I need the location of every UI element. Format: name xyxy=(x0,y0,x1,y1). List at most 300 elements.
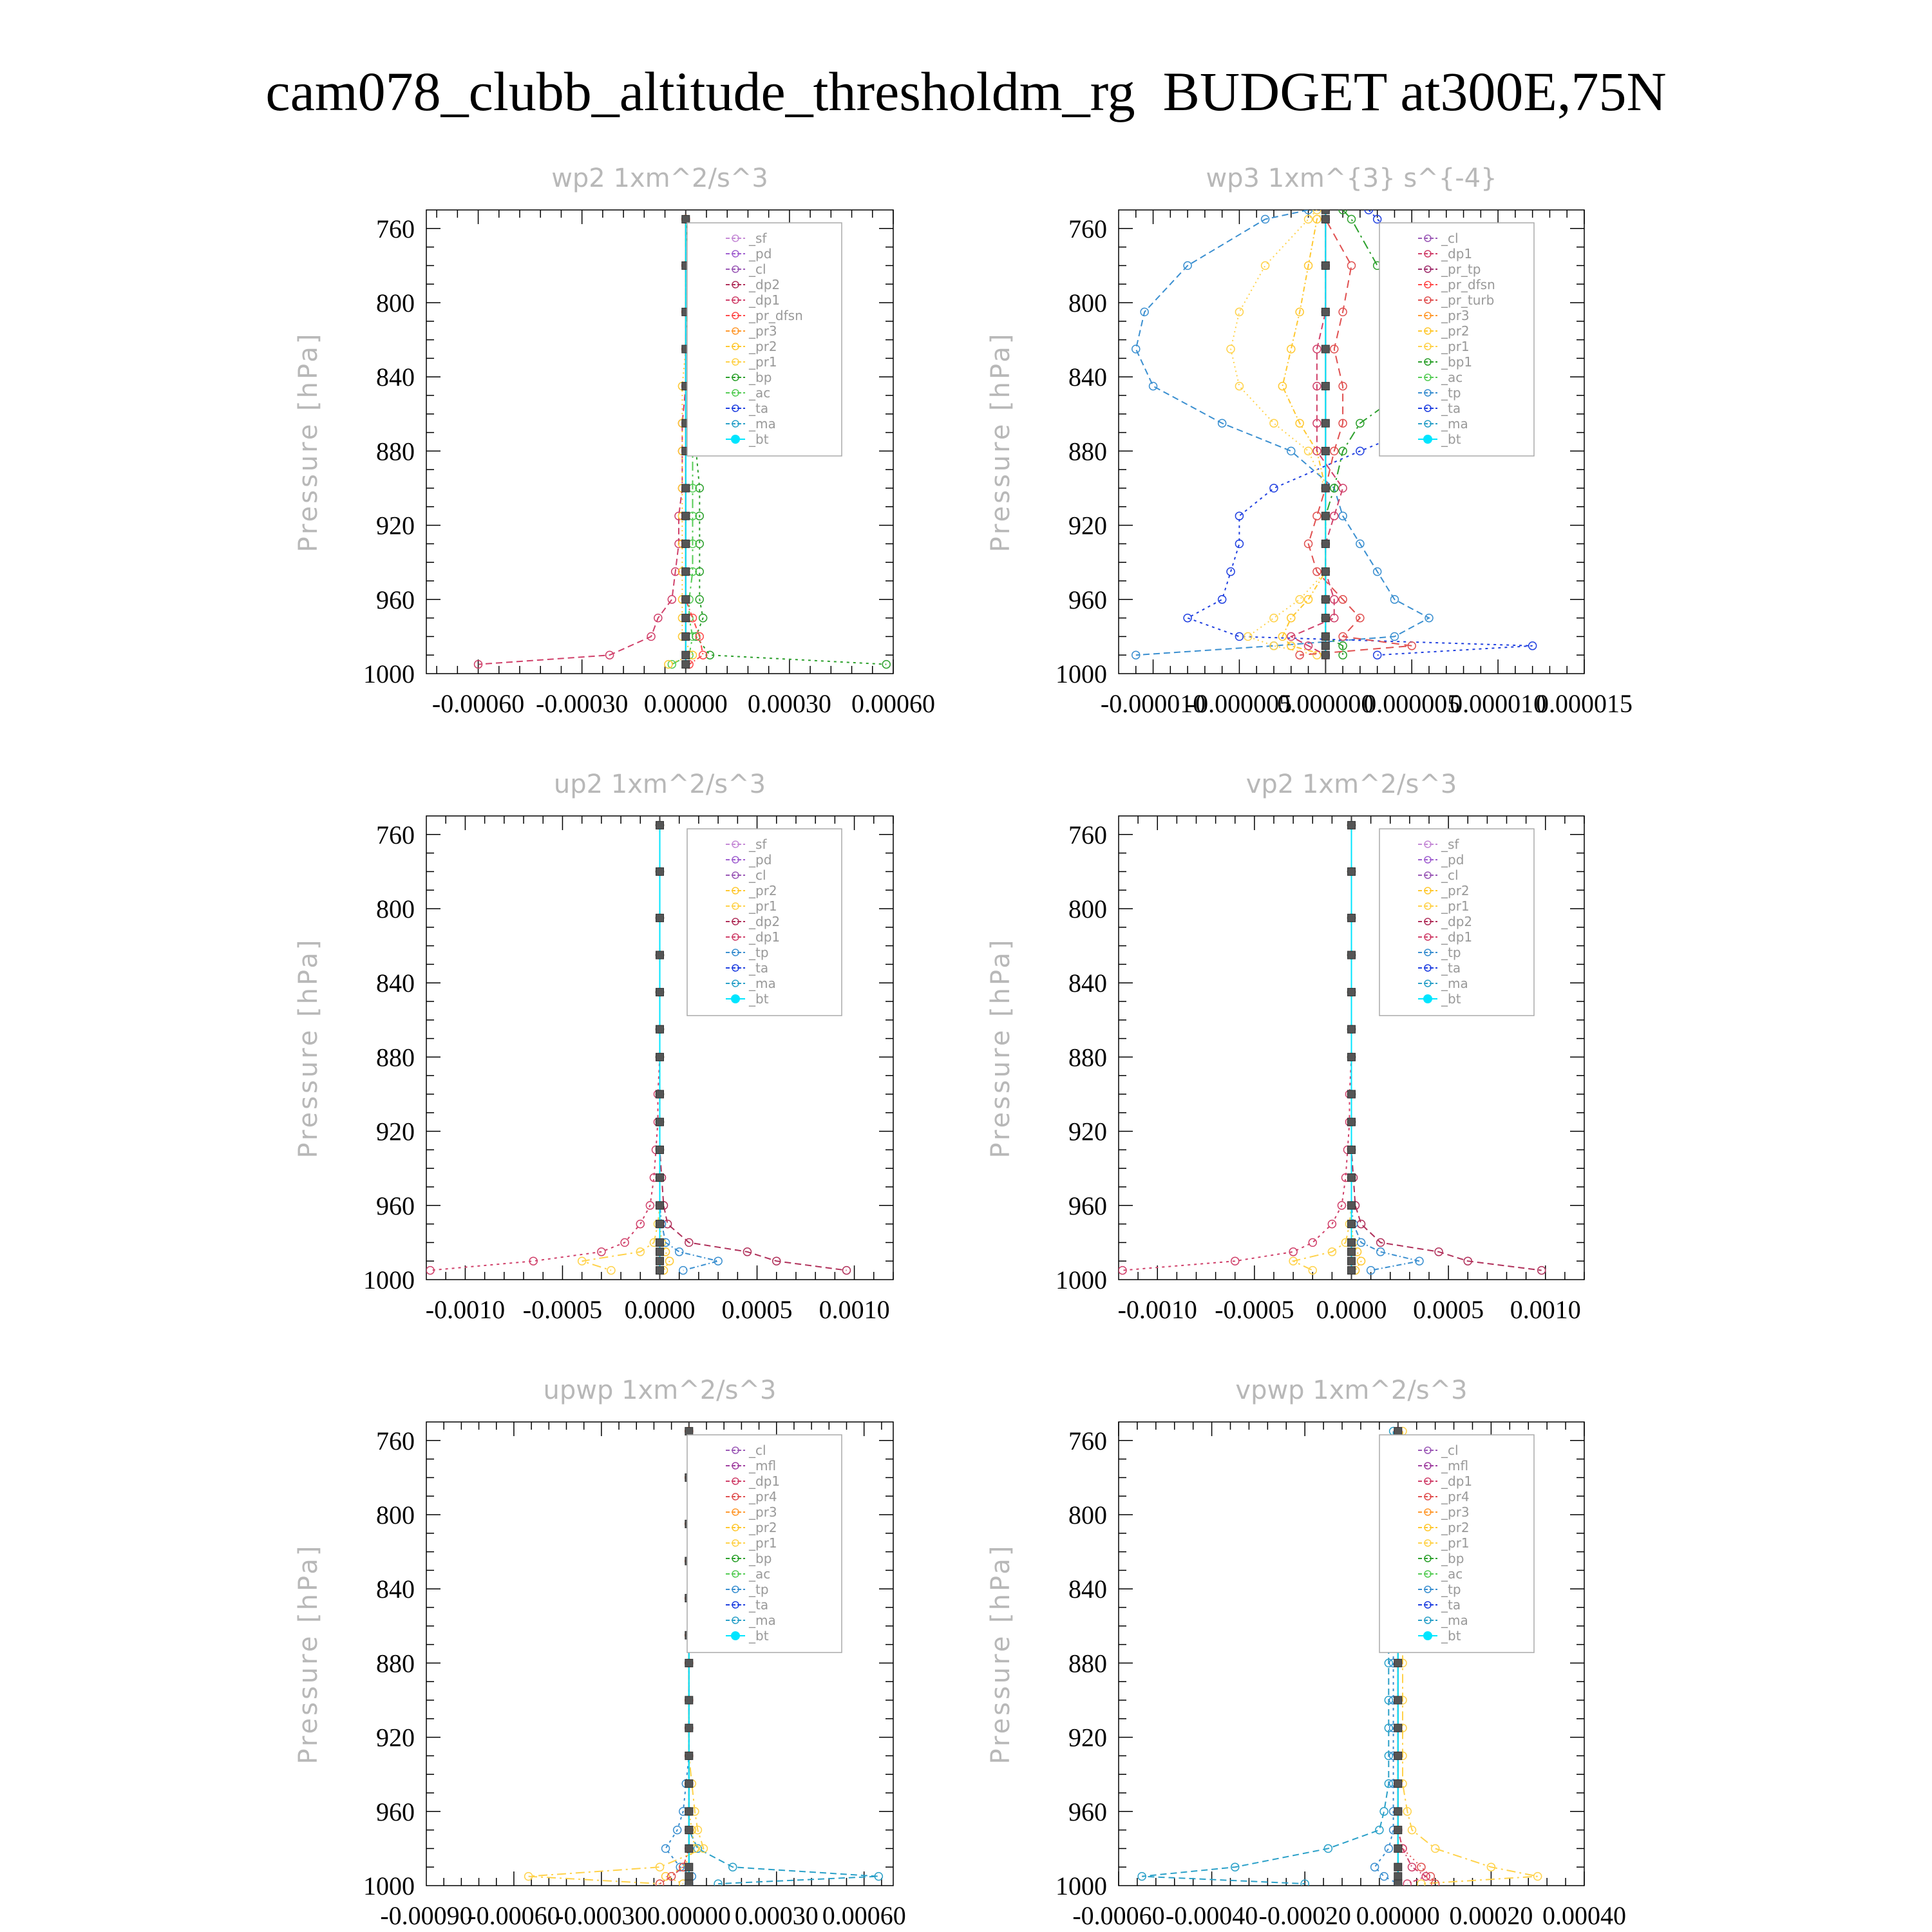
data-point xyxy=(1376,1826,1383,1834)
y-tick-label: 920 xyxy=(1068,1723,1107,1752)
y-tick-label: 960 xyxy=(376,1191,415,1220)
data-point xyxy=(1426,1873,1434,1880)
x-tick-label: -0.00040 xyxy=(1165,1901,1258,1930)
y-tick-label: 800 xyxy=(376,289,415,317)
data-point xyxy=(1394,1880,1402,1888)
legend-label: _cl xyxy=(1441,231,1459,246)
x-tick-label: 0.00020 xyxy=(1449,1901,1533,1930)
y-tick-label: 800 xyxy=(376,895,415,923)
data-point xyxy=(656,1220,664,1228)
data-point xyxy=(685,1659,693,1667)
y-axis-label: Pressure [hPa] xyxy=(294,1543,323,1765)
data-point xyxy=(1150,383,1157,390)
data-point xyxy=(1380,1808,1388,1815)
data-point xyxy=(1278,383,1286,390)
x-tick-label: -0.00060 xyxy=(1072,1901,1165,1930)
legend-label: _cl xyxy=(1441,1443,1459,1458)
data-point xyxy=(1348,1248,1356,1256)
data-point xyxy=(1313,512,1321,520)
series-line-ma xyxy=(1142,1431,1394,1884)
legend-label: _pr_turb xyxy=(1441,292,1495,308)
data-point xyxy=(682,614,690,622)
y-tick-label: 840 xyxy=(376,1575,415,1604)
data-point xyxy=(656,1025,664,1033)
legend-label: _bt xyxy=(1441,1628,1461,1643)
data-point xyxy=(1394,1780,1402,1788)
data-point xyxy=(1348,1267,1356,1274)
legend-label: _pr2 xyxy=(749,339,777,354)
legend-label: _pr3 xyxy=(749,323,777,339)
legend-label: _ac xyxy=(1441,370,1463,385)
data-point xyxy=(685,1780,693,1788)
legend-label: _ac xyxy=(749,1566,771,1582)
data-point xyxy=(1408,1863,1416,1871)
data-point xyxy=(662,1844,670,1852)
legend-label: _cl xyxy=(749,867,766,883)
data-point xyxy=(1394,1873,1402,1880)
legend-label: _bp xyxy=(1441,1551,1464,1566)
legend-label: _sf xyxy=(749,231,767,246)
x-tick-label: -0.00020 xyxy=(1258,1901,1351,1930)
legend-label: _pr_dfsn xyxy=(749,308,803,323)
legend-label: _pd xyxy=(749,852,772,867)
y-tick-label: 920 xyxy=(376,1723,415,1752)
x-tick-label: -0.000005 xyxy=(1186,689,1293,718)
legend-marker xyxy=(1423,435,1432,444)
y-tick-label: 880 xyxy=(376,1043,415,1072)
y-axis-label: Pressure [hPa] xyxy=(294,331,323,553)
y-tick-label: 760 xyxy=(376,820,415,849)
data-point xyxy=(1374,651,1381,659)
legend-label: _ac xyxy=(1441,1566,1463,1582)
y-tick-label: 800 xyxy=(1068,895,1107,923)
chart-panel-6 xyxy=(986,1376,1626,1930)
y-tick-label: 760 xyxy=(1068,214,1107,243)
legend-marker xyxy=(1423,1631,1432,1640)
panel-title: wp2 1xm^2/s^3 xyxy=(551,164,768,193)
data-point xyxy=(1321,206,1329,214)
y-tick-label: 960 xyxy=(376,1797,415,1826)
y-tick-label: 1000 xyxy=(1056,1265,1107,1294)
y-tick-label: 840 xyxy=(376,969,415,998)
data-point xyxy=(1348,1174,1356,1182)
y-tick-label: 1000 xyxy=(1056,1871,1107,1900)
data-point xyxy=(685,1427,693,1435)
data-point xyxy=(656,951,664,959)
y-tick-label: 920 xyxy=(376,511,415,540)
data-point xyxy=(682,484,690,492)
data-point xyxy=(656,1090,664,1098)
legend-label: _mfl xyxy=(749,1458,777,1473)
data-point xyxy=(1270,484,1278,492)
x-tick-label: 0.0010 xyxy=(1510,1295,1581,1324)
data-point xyxy=(656,867,664,875)
series-line-pr1 xyxy=(529,1431,704,1884)
figure-title: cam078_clubb_altitude_thresholdm_rg BUDGET at300E,75N xyxy=(265,61,1667,122)
data-point xyxy=(656,1257,664,1265)
data-point xyxy=(1394,1863,1402,1871)
x-tick-label: -0.00030 xyxy=(555,1901,648,1930)
y-tick-label: 760 xyxy=(376,1426,415,1455)
series-line-dp1 xyxy=(478,219,686,664)
y-tick-label: 800 xyxy=(1068,289,1107,317)
y-tick-label: 800 xyxy=(376,1501,415,1530)
legend-label: _pr1 xyxy=(1441,898,1470,914)
data-point xyxy=(682,596,690,603)
legend-label: _ac xyxy=(749,385,771,401)
data-point xyxy=(685,1696,693,1704)
legend-label: _ta xyxy=(749,960,769,976)
legend-label: _pd xyxy=(749,246,772,261)
legend-label: _sf xyxy=(1441,837,1459,852)
chart-panel-2 xyxy=(986,164,1633,718)
legend-label: _cl xyxy=(749,261,766,277)
series-line-pr2 xyxy=(1282,210,1325,655)
legend-label: _cl xyxy=(1441,867,1459,883)
data-point xyxy=(1348,1090,1356,1098)
data-point xyxy=(682,661,690,668)
x-tick-label: -0.0005 xyxy=(1215,1295,1294,1324)
data-point xyxy=(656,1248,664,1256)
data-point xyxy=(1184,614,1191,622)
data-point xyxy=(1331,512,1338,520)
data-point xyxy=(1321,632,1329,640)
y-tick-label: 880 xyxy=(1068,1649,1107,1678)
y-tick-label: 760 xyxy=(376,214,415,243)
legend-label: _bt xyxy=(749,991,769,1007)
x-tick-label: 0.000000 xyxy=(1277,689,1374,718)
legend-label: _ma xyxy=(1441,976,1468,991)
legend-label: _ma xyxy=(749,1613,776,1628)
legend-label: _pr3 xyxy=(1441,308,1470,323)
data-point xyxy=(1235,383,1243,390)
legend-label: _dp1 xyxy=(1441,929,1473,945)
legend-label: _pr1 xyxy=(749,1535,777,1551)
data-point xyxy=(1305,447,1312,455)
data-point xyxy=(1403,1880,1411,1888)
legend-label: _dp2 xyxy=(749,277,781,292)
data-point xyxy=(1321,484,1329,492)
series-line-dp1 xyxy=(1291,210,1343,655)
data-point xyxy=(656,1880,664,1888)
data-point xyxy=(1270,614,1278,622)
legend-label: _tp xyxy=(749,1582,769,1597)
legend-label: _ma xyxy=(749,416,776,431)
x-tick-label: 0.00040 xyxy=(1542,1901,1626,1930)
data-point xyxy=(1321,642,1329,650)
data-point xyxy=(685,1863,693,1871)
x-tick-label: -0.0005 xyxy=(522,1295,603,1324)
data-point xyxy=(1321,447,1329,455)
panel-title: wp3 1xm^{3} s^{-4} xyxy=(1206,164,1497,193)
data-point xyxy=(1321,512,1329,520)
data-point xyxy=(656,914,664,922)
data-point xyxy=(1385,1844,1392,1852)
y-tick-label: 880 xyxy=(376,1649,415,1678)
legend-label: _ta xyxy=(1441,1597,1461,1613)
data-point xyxy=(682,632,690,640)
legend-label: _dp1 xyxy=(1441,1473,1473,1489)
data-point xyxy=(1321,383,1329,390)
data-point xyxy=(682,512,690,520)
data-point xyxy=(656,989,664,996)
data-point xyxy=(1348,1053,1356,1061)
legend-label: _pr1 xyxy=(749,898,777,914)
data-point xyxy=(656,1267,664,1274)
series-line-pr1 xyxy=(582,825,660,1270)
legend-label: _pr2 xyxy=(749,1520,777,1535)
y-tick-label: 920 xyxy=(1068,511,1107,540)
x-tick-label: 0.000005 xyxy=(1363,689,1461,718)
y-tick-label: 1000 xyxy=(363,1265,415,1294)
x-tick-label: 0.00030 xyxy=(734,1901,819,1930)
data-point xyxy=(685,1724,693,1732)
y-tick-label: 920 xyxy=(1068,1117,1107,1146)
legend-label: _pr2 xyxy=(749,883,777,898)
legend-label: _ma xyxy=(1441,1613,1468,1628)
legend-label: _pr3 xyxy=(749,1504,777,1520)
data-point xyxy=(1394,1844,1402,1852)
legend-label: _dp1 xyxy=(1441,246,1473,261)
legend-label: _ta xyxy=(1441,401,1461,416)
legend-label: _tp xyxy=(1441,385,1461,401)
legend-label: _bt xyxy=(1441,431,1461,447)
data-point xyxy=(1394,1427,1402,1435)
legend-label: _pr2 xyxy=(1441,1520,1470,1535)
x-tick-label: 0.0000 xyxy=(624,1295,696,1324)
legend-label: _bt xyxy=(1441,991,1461,1007)
y-tick-label: 880 xyxy=(1068,437,1107,466)
data-point xyxy=(685,1880,693,1888)
legend-label: _tp xyxy=(1441,945,1461,960)
x-tick-label: -0.0010 xyxy=(1117,1295,1197,1324)
data-point xyxy=(1321,419,1329,427)
legend-label: _ta xyxy=(749,1597,769,1613)
data-point xyxy=(656,1053,664,1061)
panel-title: vpwp 1xm^2/s^3 xyxy=(1235,1376,1468,1405)
x-tick-label: 0.000010 xyxy=(1450,689,1547,718)
x-tick-label: -0.00060 xyxy=(431,689,525,718)
y-tick-label: 760 xyxy=(1068,820,1107,849)
legend-label: _dp1 xyxy=(749,1473,781,1489)
legend-label: _cl xyxy=(749,1443,766,1458)
data-point xyxy=(1394,1659,1402,1667)
legend-label: _ta xyxy=(1441,960,1461,976)
y-tick-label: 960 xyxy=(1068,1797,1107,1826)
data-point xyxy=(1380,1873,1388,1880)
data-point xyxy=(685,1844,693,1852)
chart-panel-1 xyxy=(294,164,935,718)
data-point xyxy=(656,1174,664,1182)
y-tick-label: 1000 xyxy=(1056,659,1107,688)
data-point xyxy=(656,1202,664,1209)
data-point xyxy=(682,651,690,659)
data-point xyxy=(1339,484,1347,492)
data-point xyxy=(685,1752,693,1759)
data-point xyxy=(1235,540,1243,547)
y-axis-label: Pressure [hPa] xyxy=(986,331,1016,553)
data-point xyxy=(1394,1724,1402,1732)
data-point xyxy=(1321,308,1329,316)
data-point xyxy=(1348,1238,1356,1246)
legend-label: _mfl xyxy=(1441,1458,1469,1473)
legend-marker xyxy=(1423,994,1432,1003)
legend-label: _pr4 xyxy=(749,1489,777,1504)
x-tick-label: -0.00090 xyxy=(380,1901,473,1930)
data-point xyxy=(1321,345,1329,353)
data-point xyxy=(1348,914,1356,922)
data-point xyxy=(1348,821,1356,829)
data-point xyxy=(1235,632,1243,640)
data-point xyxy=(682,568,690,576)
chart-panel-4 xyxy=(986,770,1584,1324)
legend-label: _ta xyxy=(749,401,769,416)
x-tick-label: 0.00000 xyxy=(643,689,728,718)
data-point xyxy=(682,540,690,547)
x-tick-label: 0.0005 xyxy=(1413,1295,1484,1324)
data-point xyxy=(1270,419,1278,427)
data-point xyxy=(685,1826,693,1834)
x-tick-label: -0.00060 xyxy=(468,1901,560,1930)
data-point xyxy=(1394,1752,1402,1759)
x-tick-label: -0.00030 xyxy=(536,689,629,718)
legend-label: _pr_tp xyxy=(1441,261,1481,277)
data-point xyxy=(1371,1863,1379,1871)
y-axis-label: Pressure [hPa] xyxy=(986,937,1016,1159)
legend-label: _ma xyxy=(1441,416,1468,431)
y-axis-label: Pressure [hPa] xyxy=(294,937,323,1159)
data-point xyxy=(1432,1844,1439,1852)
data-point xyxy=(1132,345,1140,353)
data-point xyxy=(1321,540,1329,547)
legend-marker xyxy=(731,994,740,1003)
y-tick-label: 880 xyxy=(376,437,415,466)
panel-title: up2 1xm^2/s^3 xyxy=(553,770,766,799)
y-tick-label: 880 xyxy=(1068,1043,1107,1072)
series-line-pr4 xyxy=(660,1431,689,1884)
data-point xyxy=(682,215,690,223)
series-line-pr1 xyxy=(1293,825,1351,1270)
chart-panel-3 xyxy=(294,770,893,1324)
data-point xyxy=(656,1118,664,1126)
data-point xyxy=(1348,1025,1356,1033)
data-point xyxy=(1348,1202,1356,1209)
y-tick-label: 960 xyxy=(376,585,415,614)
data-point xyxy=(1348,1257,1356,1265)
data-point xyxy=(1287,642,1295,650)
y-tick-label: 840 xyxy=(1068,363,1107,392)
legend-label: _dp2 xyxy=(1441,914,1473,929)
data-point xyxy=(1348,989,1356,996)
legend-label: _dp1 xyxy=(749,292,781,308)
legend-label: _pr1 xyxy=(749,354,777,370)
legend-label: _bp xyxy=(749,370,772,385)
legend-label: _bp1 xyxy=(1441,354,1473,370)
data-point xyxy=(1235,512,1243,520)
y-tick-label: 960 xyxy=(1068,1191,1107,1220)
y-tick-label: 920 xyxy=(376,1117,415,1146)
data-point xyxy=(656,821,664,829)
legend-label: _pr1 xyxy=(1441,1535,1470,1551)
series-line-dp1 xyxy=(1122,825,1352,1270)
data-point xyxy=(1321,568,1329,576)
data-point xyxy=(1287,614,1295,622)
data-point xyxy=(1358,1220,1365,1228)
legend-label: _dp2 xyxy=(749,914,781,929)
data-point xyxy=(668,596,676,603)
legend-label: _bt xyxy=(749,1628,769,1643)
x-tick-label: 0.00000 xyxy=(1356,1901,1440,1930)
x-tick-label: -0.000010 xyxy=(1100,689,1206,718)
legend-label: _tp xyxy=(749,945,769,960)
data-point xyxy=(1321,596,1329,603)
legend-marker xyxy=(731,1631,740,1640)
data-point xyxy=(1305,596,1312,603)
data-point xyxy=(1321,614,1329,622)
legend-label: _sf xyxy=(749,837,767,852)
legend-label: _dp1 xyxy=(749,929,781,945)
data-point xyxy=(685,1808,693,1815)
legend-label: _pr_dfsn xyxy=(1441,277,1495,292)
data-point xyxy=(1348,1146,1356,1153)
legend-label: _pr2 xyxy=(1441,323,1470,339)
data-point xyxy=(656,1146,664,1153)
panel-title: vp2 1xm^2/s^3 xyxy=(1245,770,1457,799)
legend-label: _pr1 xyxy=(1441,339,1470,354)
y-axis-label: Pressure [hPa] xyxy=(986,1543,1016,1765)
data-point xyxy=(679,1267,687,1274)
data-point xyxy=(1394,1808,1402,1815)
x-tick-label: 0.00000 xyxy=(647,1901,731,1930)
y-tick-label: 800 xyxy=(1068,1501,1107,1530)
series-line-pr1 xyxy=(1231,210,1325,655)
x-tick-label: 0.000015 xyxy=(1536,689,1633,718)
data-point xyxy=(1287,447,1295,455)
y-tick-label: 1000 xyxy=(363,1871,415,1900)
legend-label: _tp xyxy=(1441,1582,1461,1597)
data-point xyxy=(1348,215,1356,223)
legend-label: _pr3 xyxy=(1441,1504,1470,1520)
legend-label: _ma xyxy=(749,976,776,991)
data-point xyxy=(1321,261,1329,269)
legend-label: _pr2 xyxy=(1441,883,1470,898)
x-tick-label: 0.0010 xyxy=(819,1295,890,1324)
y-tick-label: 760 xyxy=(1068,1426,1107,1455)
data-point xyxy=(1321,215,1329,223)
data-point xyxy=(656,1238,664,1246)
panel-title: upwp 1xm^2/s^3 xyxy=(543,1376,777,1405)
data-point xyxy=(1394,1826,1402,1834)
legend-label: _pr4 xyxy=(1441,1489,1470,1504)
data-point xyxy=(1218,596,1226,603)
legend-label: _pd xyxy=(1441,852,1464,867)
x-tick-label: 0.0005 xyxy=(721,1295,793,1324)
y-tick-label: 840 xyxy=(376,363,415,392)
x-tick-label: 0.0000 xyxy=(1316,1295,1387,1324)
y-tick-label: 1000 xyxy=(363,659,415,688)
y-tick-label: 840 xyxy=(1068,1575,1107,1604)
data-point xyxy=(1309,1238,1316,1246)
data-point xyxy=(1321,651,1329,659)
y-tick-label: 960 xyxy=(1068,585,1107,614)
data-point xyxy=(1348,1220,1356,1228)
data-point xyxy=(1394,1696,1402,1704)
legend-marker xyxy=(731,435,740,444)
data-point xyxy=(1296,596,1303,603)
y-tick-label: 840 xyxy=(1068,969,1107,998)
legend-label: _bt xyxy=(749,431,769,447)
data-point xyxy=(1417,1863,1425,1871)
